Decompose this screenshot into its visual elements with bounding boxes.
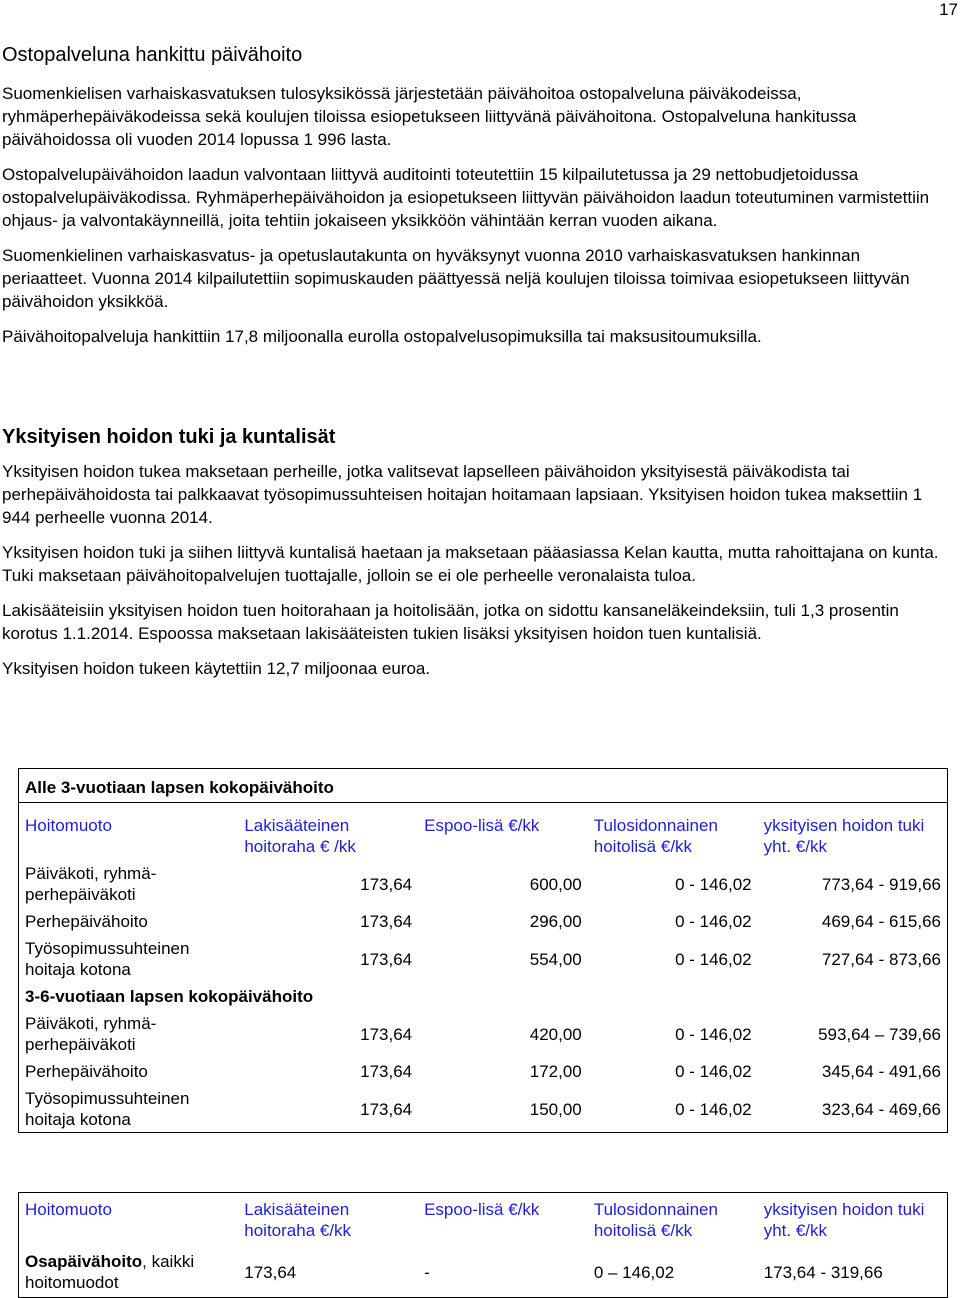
cell-value: 173,64: [360, 912, 413, 931]
column-header: Lakisääteinen hoitoraha € /kk: [244, 816, 356, 856]
row-label: Työsopimussuhteinen hoitaja kotona: [25, 1089, 190, 1129]
paragraph: Päivähoitopalveluja hankittiin 17,8 miljoonalla eurolla ostopalvelusopimuksilla tai maksusitoumuksilla.: [2, 327, 762, 346]
cell-value: 296,00: [529, 912, 582, 931]
cell-value: 173,64: [360, 874, 413, 894]
part-day-care-support-table: [18, 1192, 948, 1298]
row-label: Päiväkoti, ryhmä-perhepäiväkoti: [25, 1014, 157, 1054]
cell-value: 600,00: [529, 874, 582, 894]
table-row: [19, 1009, 948, 1057]
category-heading-under3: Alle 3-vuotiaan lapsen kokopäivähoito: [19, 769, 948, 803]
column-header: Tulosidonnainen hoitolisä €/kk: [593, 816, 718, 856]
cell-value: 0 - 146,02: [675, 912, 752, 931]
table-category-row: [19, 769, 948, 803]
column-header: Hoitomuoto: [25, 816, 112, 835]
table-header-row: [19, 1193, 948, 1246]
cell-value: 150,00: [529, 1099, 582, 1119]
cell-value: 420,00: [529, 1024, 582, 1044]
cell-value: -: [424, 1262, 430, 1282]
paragraph: Yksityisen hoidon tuki ja siihen liittyvä kuntalisä haetaan ja maksetaan pääasiassa Kelan kautta, mutta rahoittajana on kunta. Tuki maksetaan päivähoitopalvelujen tuottajalle, jolloin se ei ole perheelle veronalaista tuloa.: [2, 543, 939, 585]
cell-value: 173,64: [360, 1024, 413, 1044]
cell-value: 593,64 – 739,66: [818, 1024, 941, 1044]
paragraph: Yksityisen hoidon tukea maksetaan perheille, jotka valitsevat lapselleen päivähoidon yksityisestä päiväkodista tai perhepäivähoidosta tai palkkaavat työsopimussuhteisen hoitajan hoitamaan lapsiaan. Yksityisen hoidon tukea maksettiin 1 944 perheelle vuonna 2014.: [2, 462, 923, 527]
column-header: Espoo-lisä €/kk: [424, 1200, 540, 1219]
cell-value: 0 - 146,02: [675, 1062, 752, 1081]
section-title-purchased-daycare: Ostopalveluna hankittu päivähoito: [2, 44, 303, 66]
cell-value: 773,64 - 919,66: [821, 874, 941, 894]
paragraph: Suomenkielinen varhaiskasvatus- ja opetuslautakunta on hyväksynyt vuonna 2010 varhaiskasvatuksen hankinnan periaatteet. Vuonna 2014 kilpailutettiin sopimuskauden päättyessä neljä koulujen tiloissa toimivaa esiopetukseen liittyvän päivähoidon yksikköä.: [2, 246, 910, 311]
table-row: [19, 934, 948, 982]
cell-value: 0 - 146,02: [675, 1099, 752, 1119]
column-header: Lakisääteinen hoitoraha €/kk: [244, 1200, 352, 1240]
page-number: 17: [939, 0, 958, 19]
section-body-private-care-support: [2, 460, 946, 692]
section-title-private-care-support: Yksityisen hoidon tuki ja kuntalisät: [2, 426, 336, 448]
row-label-rest: , kaikki hoitomuodot: [25, 1252, 195, 1292]
cell-value: 0 - 146,02: [675, 1024, 752, 1044]
cell-value: 173,64: [244, 1262, 297, 1282]
cell-value: 727,64 - 873,66: [821, 949, 941, 969]
table-header-row: [19, 803, 948, 860]
row-label: Perhepäivähoito: [25, 1062, 148, 1081]
cell-value: 173,64: [360, 1099, 413, 1119]
cell-value: 173,64: [360, 1062, 413, 1081]
column-header: yksityisen hoidon tuki yht. €/kk: [763, 816, 925, 856]
cell-value: 172,00: [529, 1062, 582, 1081]
full-day-care-support-table: [18, 768, 948, 1133]
column-header: Hoitomuoto: [25, 1200, 112, 1219]
cell-value: 173,64: [360, 949, 413, 969]
cell-value: 0 - 146,02: [675, 874, 752, 894]
column-header: Espoo-lisä €/kk: [424, 816, 540, 835]
row-label-bold: Osapäivähoito: [25, 1252, 143, 1271]
cell-value: 554,00: [529, 949, 582, 969]
paragraph: Lakisääteisiin yksityisen hoidon tuen hoitorahaan ja hoitolisään, jotka on sidottu kansaneläkeindeksiin, tuli 1,3 prosentin korotus 1.1.2014. Espoossa maksetaan lakisääteisten tukien lisäksi yksityisen hoidon tuen kuntalisiä.: [2, 601, 899, 643]
cell-value: 469,64 - 615,66: [821, 912, 941, 931]
section-body-purchased-daycare: [2, 82, 942, 360]
table-row: [19, 1084, 948, 1133]
cell-value: 173,64 - 319,66: [763, 1262, 883, 1282]
cell-value: 0 – 146,02: [593, 1262, 675, 1282]
table-row: [19, 907, 948, 934]
cell-value: 323,64 - 469,66: [821, 1099, 941, 1119]
row-label: Päiväkoti, ryhmä-perhepäiväkoti: [25, 864, 157, 904]
category-heading-3to6: 3-6-vuotiaan lapsen kokopäivähoito: [25, 987, 314, 1006]
table-row: [19, 859, 948, 907]
paragraph: Ostopalvelupäivähoidon laadun valvontaan liittyvä auditointi toteutettiin 15 kilpailutetussa ja 29 nettobudjetoidussa ostopalvelupäiväkodissa. Ryhmäperhepäivähoidon ja esiopetukseen liittyvän päivähoidon laadun toteutuminen varmistettiin ohjaus- ja valvontakäynneillä, joita tehtiin jokaiseen yksikköön vähintään kerran vuoden aikana.: [2, 165, 930, 230]
cell-value: 345,64 - 491,66: [821, 1062, 941, 1081]
paragraph: Yksityisen hoidon tukeen käytettiin 12,7 miljoonaa euroa.: [2, 659, 431, 678]
cell-value: 0 - 146,02: [675, 949, 752, 969]
row-label: Työsopimussuhteinen hoitaja kotona: [25, 939, 190, 979]
paragraph: Suomenkielisen varhaiskasvatuksen tulosyksikössä järjestetään päivähoitoa ostopalveluna päiväkodeissa, ryhmäperhepäiväkodeissa sekä koulujen tiloissa esiopetukseen liittyvänä päivähoitona. Ostopalveluna hankitussa päivähoidossa oli vuoden 2014 lopussa 1 996 lasta.: [2, 84, 857, 149]
column-header: Tulosidonnainen hoitolisä €/kk: [593, 1200, 718, 1240]
table-category-row: [19, 982, 948, 1009]
column-header: yksityisen hoidon tuki yht. €/kk: [763, 1200, 925, 1240]
row-label: Perhepäivähoito: [25, 912, 148, 931]
table-row: [19, 1057, 948, 1084]
